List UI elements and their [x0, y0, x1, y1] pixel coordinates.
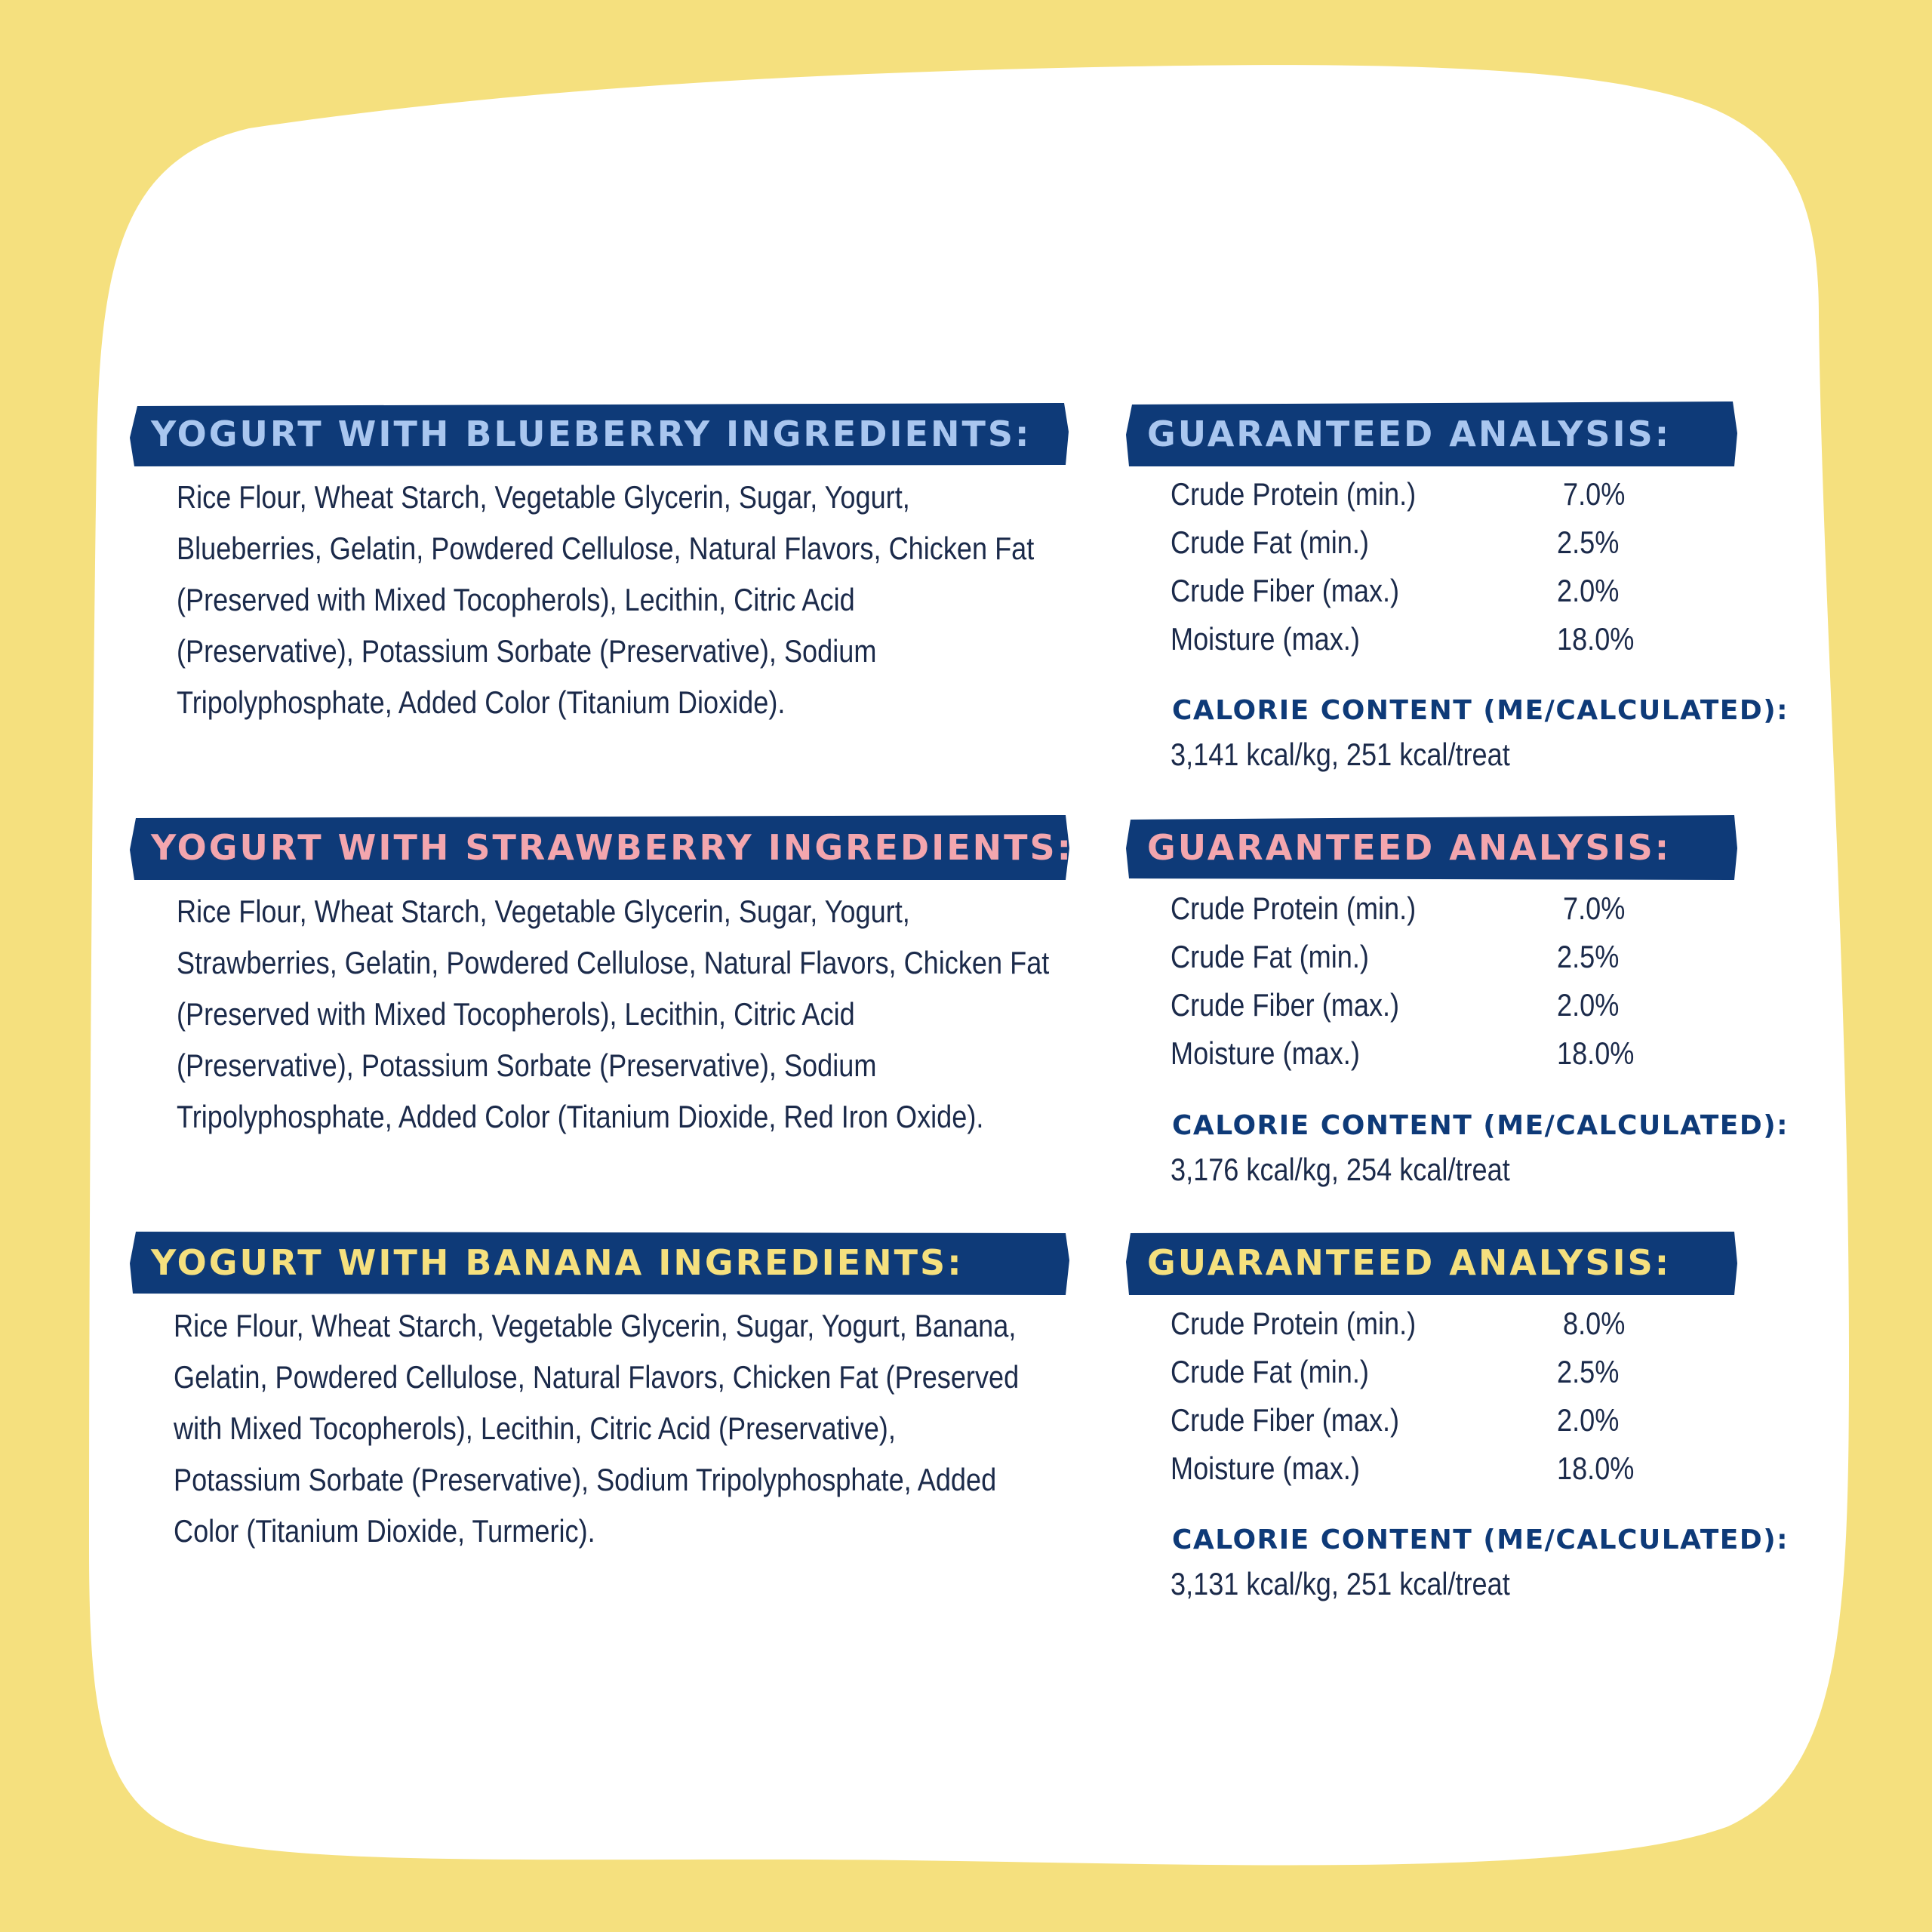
strawberry-ingredients-text: [177, 886, 1049, 1143]
banana-ingredients-text: [174, 1300, 1019, 1557]
strawberry-analysis-title: GUARANTEED ANALYSIS:: [1147, 827, 1672, 868]
analysis-row: [1171, 981, 1638, 1029]
analysis-row: [1171, 1348, 1638, 1396]
blueberry-analysis-table: [1171, 470, 1638, 663]
analysis-label: Crude Fat (min.): [1171, 939, 1369, 974]
analysis-label: Moisture (max.): [1171, 1035, 1360, 1071]
analysis-value: 2.5%: [1557, 939, 1620, 974]
ingredients-line: Tripolyphosphate, Added Color (Titanium Dioxide, Red Iron Oxide).: [177, 1099, 984, 1134]
analysis-label: Crude Protein (min.): [1171, 1306, 1417, 1341]
analysis-label: Crude Fat (min.): [1171, 1354, 1369, 1389]
blueberry-calorie-value: 3,141 kcal/kg, 251 kcal/treat: [1171, 737, 1510, 772]
ingredients-line: (Preserved with Mixed Tocopherols), Lecithin, Citric Acid: [177, 996, 855, 1032]
banana-analysis-banner: [1126, 1230, 1737, 1295]
analysis-value: 2.5%: [1557, 1354, 1620, 1389]
analysis-value: 2.0%: [1557, 987, 1620, 1023]
analysis-value: 8.0%: [1563, 1306, 1626, 1341]
analysis-label: Crude Protein (min.): [1171, 476, 1417, 512]
banana-ingredients-banner: [130, 1230, 1069, 1295]
ingredients-line: Rice Flour, Wheat Starch, Vegetable Glycerin, Sugar, Yogurt, Banana,: [174, 1308, 1017, 1343]
analysis-value: 18.0%: [1557, 621, 1635, 657]
analysis-label: Moisture (max.): [1171, 1451, 1360, 1486]
analysis-label: Crude Protein (min.): [1171, 891, 1417, 926]
blueberry-analysis-banner: [1126, 401, 1737, 466]
analysis-label: Crude Fiber (max.): [1171, 573, 1400, 608]
analysis-value: 2.0%: [1557, 1402, 1620, 1438]
ingredients-line: Tripolyphosphate, Added Color (Titanium Dioxide).: [177, 685, 786, 720]
banana-ingredients-title: YOGURT WITH BANANA INGREDIENTS:: [151, 1242, 964, 1283]
analysis-row: [1171, 1444, 1638, 1493]
ingredients-line: (Preservative), Potassium Sorbate (Preservative), Sodium: [177, 1048, 877, 1083]
banana-analysis-table: [1171, 1300, 1638, 1493]
ingredients-line: (Preservative), Potassium Sorbate (Preservative), Sodium: [177, 633, 877, 669]
ingredients-line: Rice Flour, Wheat Starch, Vegetable Glycerin, Sugar, Yogurt,: [177, 894, 910, 929]
analysis-value: 7.0%: [1563, 891, 1626, 926]
blueberry-calorie-title: CALORIE CONTENT (ME/CALCULATED):: [1172, 695, 1789, 726]
blueberry-analysis-title: GUARANTEED ANALYSIS:: [1147, 414, 1672, 454]
ingredients-line: Potassium Sorbate (Preservative), Sodium Tripolyphosphate, Added: [174, 1462, 997, 1497]
analysis-label: Moisture (max.): [1171, 621, 1360, 657]
blueberry-ingredients-banner: [130, 401, 1069, 466]
analysis-value: 2.0%: [1557, 573, 1620, 608]
strawberry-ingredients-banner: [130, 815, 1074, 880]
analysis-row: [1171, 470, 1638, 518]
ingredients-line: Blueberries, Gelatin, Powdered Cellulose, Natural Flavors, Chicken Fat: [177, 531, 1035, 566]
ingredients-line: Gelatin, Powdered Cellulose, Natural Flavors, Chicken Fat (Preserved: [174, 1359, 1020, 1395]
strawberry-analysis-banner: [1126, 815, 1737, 880]
analysis-value: 7.0%: [1563, 476, 1626, 512]
analysis-value: 18.0%: [1557, 1035, 1635, 1071]
strawberry-calorie-title: CALORIE CONTENT (ME/CALCULATED):: [1172, 1110, 1789, 1141]
analysis-row: [1171, 1029, 1638, 1078]
banana-analysis-title: GUARANTEED ANALYSIS:: [1147, 1242, 1672, 1283]
ingredients-line: with Mixed Tocopherols), Lecithin, Citric Acid (Preservative),: [174, 1411, 896, 1446]
blueberry-ingredients-title: YOGURT WITH BLUEBERRY INGREDIENTS:: [151, 414, 1032, 454]
ingredients-line: Strawberries, Gelatin, Powdered Cellulose, Natural Flavors, Chicken Fat: [177, 945, 1050, 980]
strawberry-ingredients-title: YOGURT WITH STRAWBERRY INGREDIENTS:: [151, 827, 1074, 868]
analysis-row: [1171, 615, 1638, 663]
analysis-row: [1171, 1396, 1638, 1444]
analysis-label: Crude Fiber (max.): [1171, 1402, 1400, 1438]
banana-calorie-value: 3,131 kcal/kg, 251 kcal/treat: [1171, 1566, 1510, 1601]
analysis-value: 18.0%: [1557, 1451, 1635, 1486]
strawberry-calorie-value: 3,176 kcal/kg, 254 kcal/treat: [1171, 1152, 1510, 1187]
blueberry-ingredients-text: [177, 472, 1034, 728]
analysis-row: [1171, 518, 1638, 567]
analysis-row: [1171, 567, 1638, 615]
strawberry-analysis-table: [1171, 884, 1638, 1078]
banana-calorie-title: CALORIE CONTENT (ME/CALCULATED):: [1172, 1524, 1789, 1555]
analysis-row: [1171, 1300, 1638, 1348]
analysis-value: 2.5%: [1557, 525, 1620, 560]
ingredients-line: Color (Titanium Dioxide, Turmeric).: [174, 1513, 595, 1549]
ingredients-line: (Preserved with Mixed Tocopherols), Lecithin, Citric Acid: [177, 582, 855, 617]
analysis-row: [1171, 884, 1638, 933]
analysis-label: Crude Fat (min.): [1171, 525, 1369, 560]
ingredients-line: Rice Flour, Wheat Starch, Vegetable Glycerin, Sugar, Yogurt,: [177, 479, 910, 515]
analysis-row: [1171, 933, 1638, 981]
analysis-label: Crude Fiber (max.): [1171, 987, 1400, 1023]
